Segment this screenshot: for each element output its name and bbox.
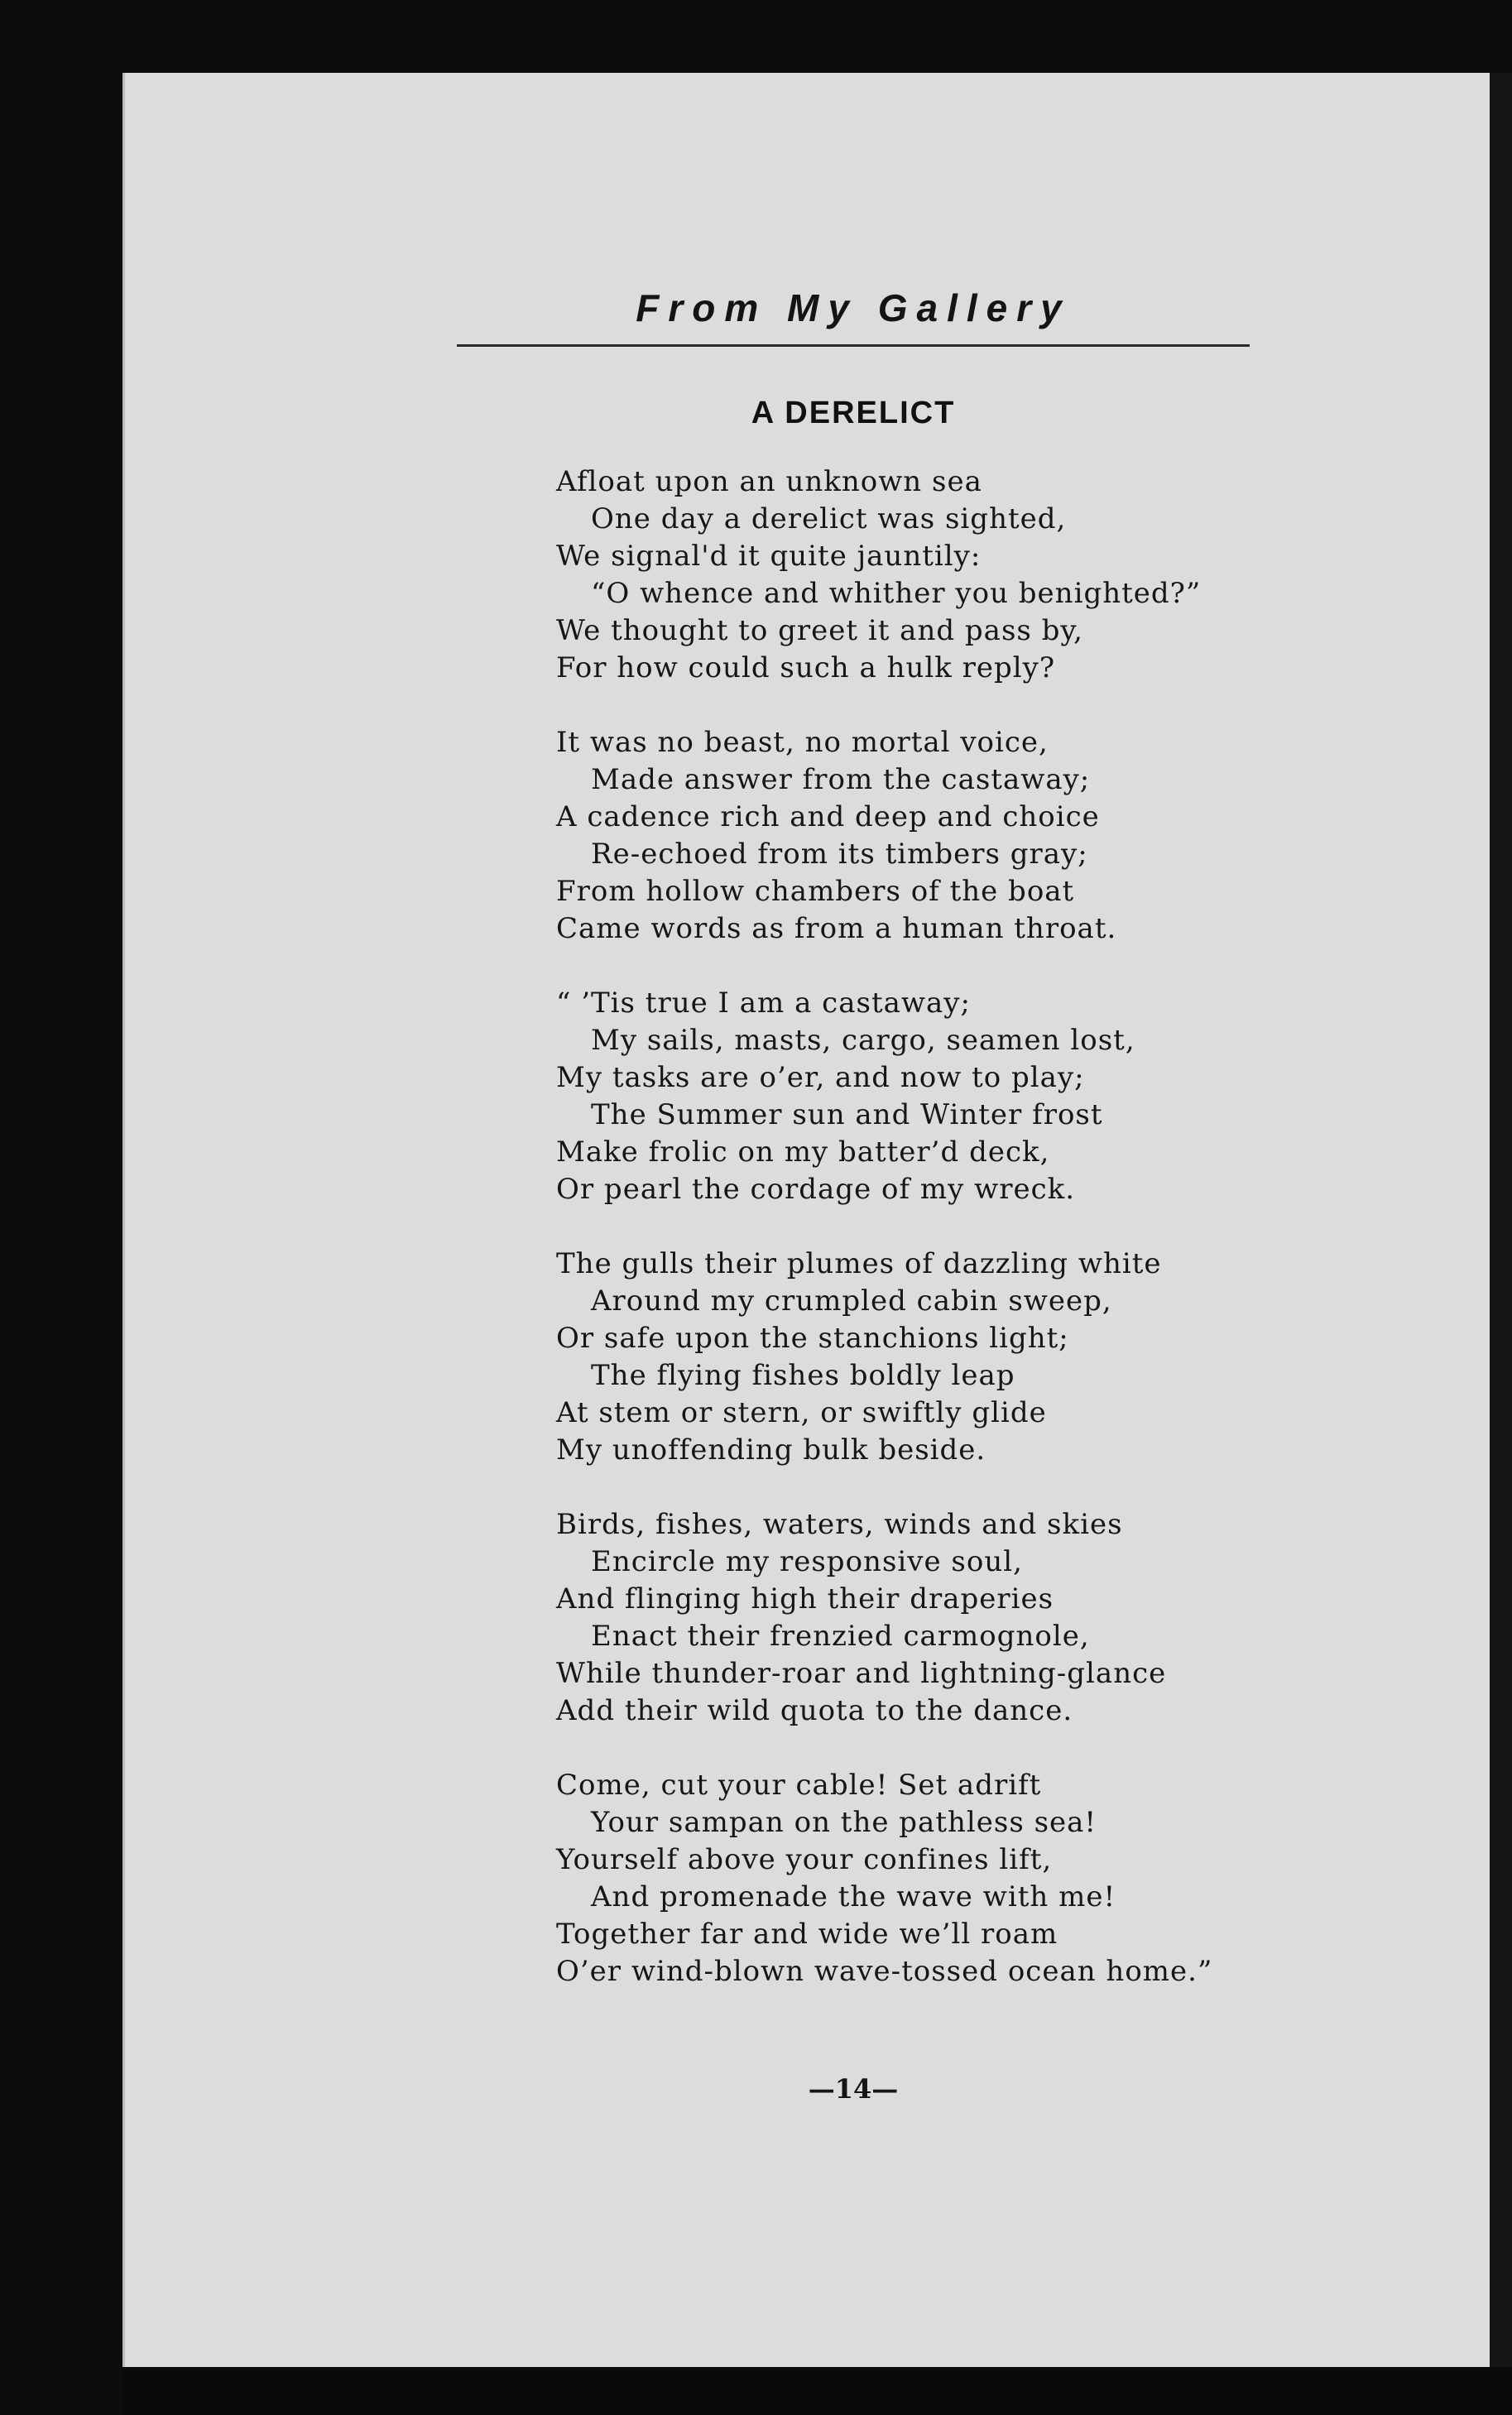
poem-line: O’er wind-blown wave-tossed ocean home.” <box>556 1955 1213 1988</box>
poem-line: Enact their frenzied carmognole, <box>591 1620 1090 1653</box>
poem-stanza <box>556 1506 1218 1730</box>
poem-line: “O whence and whither you benighted?” <box>591 577 1202 610</box>
page-number: —14— <box>808 2073 899 2105</box>
poem-line: For how could such a hulk reply? <box>556 651 1056 684</box>
poem-stanza <box>556 1767 1218 1990</box>
poem-line: And promenade the wave with me! <box>591 1880 1116 1913</box>
poem-stanza <box>556 985 1218 1208</box>
poem-line: We thought to greet it and pass by, <box>556 614 1083 647</box>
poem-line: My sails, masts, cargo, seamen lost, <box>591 1024 1135 1057</box>
poem-line: A cadence rich and deep and choice <box>556 800 1100 833</box>
poem-line: From hollow chambers of the boat <box>556 875 1075 908</box>
poem-line: Came words as from a human throat. <box>556 912 1117 945</box>
poem-line: While thunder-roar and lightning-glance <box>556 1657 1167 1690</box>
header-rule <box>457 344 1250 347</box>
poem-line: Re-echoed from its timbers gray; <box>591 838 1088 871</box>
poem-line: Come, cut your cable! Set adrift <box>556 1769 1042 1802</box>
poem-line: Birds, fishes, waters, winds and skies <box>556 1508 1123 1541</box>
poem-line: The gulls their plumes of dazzling white <box>556 1247 1162 1280</box>
poem-line: Or safe upon the stanchions light; <box>556 1322 1069 1355</box>
poem-line: Afloat upon an unknown sea <box>556 465 982 498</box>
poem-body <box>556 463 1218 2028</box>
poem-line: Or pearl the cordage of my wreck. <box>556 1173 1076 1206</box>
poem-title: A DERELICT <box>751 396 956 430</box>
running-head: From My Gallery <box>636 286 1071 329</box>
poem-line: “ ’Tis true I am a castaway; <box>556 987 971 1020</box>
poem-line: It was no beast, no mortal voice, <box>556 726 1049 759</box>
poem-stanza <box>556 724 1218 948</box>
poem-line: And flinging high their draperies <box>556 1582 1054 1616</box>
page-bottom-shadow <box>122 2367 1512 2415</box>
poem-line: Yourself above your confines lift, <box>556 1843 1053 1876</box>
poem-line: My tasks are o’er, and now to play; <box>556 1061 1085 1094</box>
poem-line: Your sampan on the pathless sea! <box>591 1806 1097 1839</box>
poem-stanza <box>556 463 1218 687</box>
poem-line: Make frolic on my batter’d deck, <box>556 1135 1050 1169</box>
poem-line: My unoffending bulk beside. <box>556 1433 986 1467</box>
poem-line: One day a derelict was sighted, <box>591 502 1067 535</box>
poem-line: Around my crumpled cabin sweep, <box>591 1284 1112 1318</box>
page-edge-shadow <box>1490 73 1512 2367</box>
poem-line: The flying fishes boldly leap <box>591 1359 1015 1392</box>
poem-stanza <box>556 1246 1218 1469</box>
poem-line: Together far and wide we’ll roam <box>556 1918 1058 1951</box>
poem-line: Encircle my responsive soul, <box>591 1545 1023 1578</box>
poem-line: Made answer from the castaway; <box>591 763 1091 796</box>
poem-line: We signal'd it quite jauntily: <box>556 540 982 573</box>
poem-line: The Summer sun and Winter frost <box>591 1098 1103 1131</box>
poem-line: Add their wild quota to the dance. <box>556 1694 1073 1727</box>
poem-line: At stem or stern, or swiftly glide <box>556 1396 1047 1429</box>
